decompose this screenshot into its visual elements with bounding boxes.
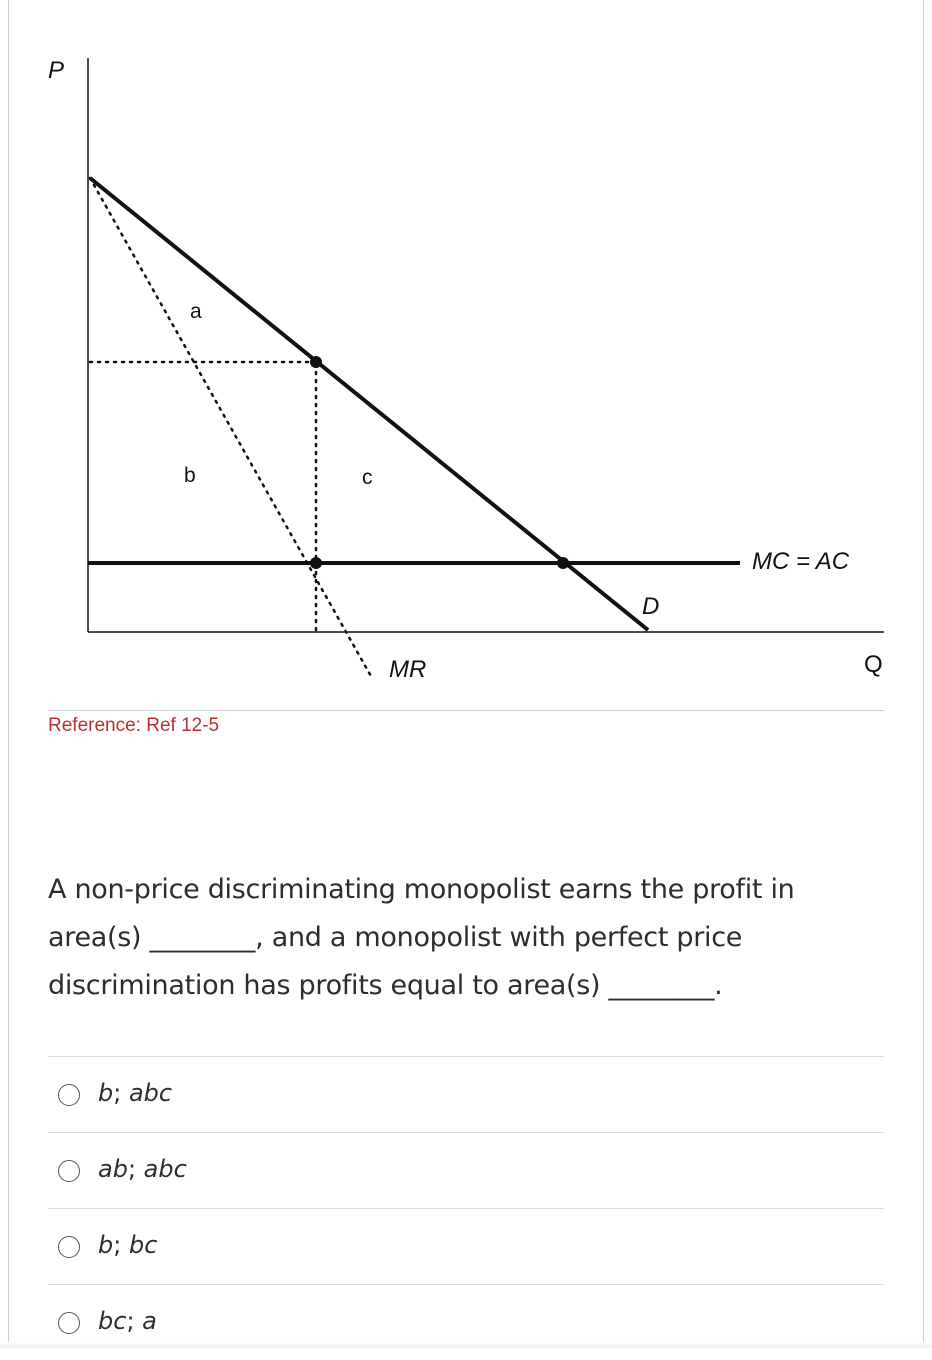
marginal-revenue-label: MR <box>389 656 426 683</box>
demand-label: D <box>642 593 659 620</box>
option-first-area: ab <box>98 1155 128 1183</box>
reference-divider <box>48 710 884 711</box>
question-text <box>48 866 868 1010</box>
question-part-2: , and a monopolist with perfect price discrimination has profits equal to area(s) <box>48 922 742 1001</box>
option-first-area: b <box>98 1231 113 1259</box>
option-second-area: abc <box>144 1155 187 1183</box>
option-second-area: bc <box>129 1231 157 1259</box>
question-blank-2: ________ <box>609 970 715 1001</box>
answer-option[interactable] <box>48 1208 884 1284</box>
option-second-area: abc <box>129 1079 172 1107</box>
option-second-area: a <box>142 1307 157 1335</box>
area-c-label: c <box>362 466 373 489</box>
answer-option[interactable] <box>48 1056 884 1132</box>
bottom-edge <box>0 1342 932 1348</box>
option-first-area: b <box>98 1079 113 1107</box>
answer-option-label[interactable]: b; bc <box>98 1231 157 1259</box>
answer-option[interactable] <box>48 1132 884 1208</box>
reference-text: Reference: Ref 12-5 <box>48 715 219 737</box>
monopoly-point <box>310 356 322 368</box>
competitive-point <box>557 557 569 569</box>
answer-option-label[interactable]: bc; a <box>98 1307 157 1335</box>
answer-option[interactable] <box>48 1284 884 1360</box>
answer-options <box>48 1056 884 1360</box>
answer-option-label[interactable]: b; abc <box>98 1079 172 1107</box>
radio-button[interactable] <box>58 1236 80 1258</box>
option-first-area: bc <box>98 1307 126 1335</box>
radio-button[interactable] <box>58 1312 80 1334</box>
price-axis-label: P <box>48 57 64 84</box>
question-part-1: A non-price discriminating monopolist earns the profit in area(s) <box>48 874 795 953</box>
answer-option-label[interactable]: ab; abc <box>98 1155 187 1183</box>
area-a-label: a <box>190 300 202 323</box>
area-b-label: b <box>184 464 196 487</box>
mr-mc-intersection-point <box>310 557 322 569</box>
radio-button[interactable] <box>58 1084 80 1106</box>
question-part-3: . <box>714 970 722 1001</box>
radio-button[interactable] <box>58 1160 80 1182</box>
quantity-axis-label: Q <box>864 651 883 678</box>
cost-label: MC = AC <box>752 548 850 575</box>
question-blank-1: ________ <box>150 922 256 953</box>
marginal-revenue-curve <box>90 178 372 678</box>
